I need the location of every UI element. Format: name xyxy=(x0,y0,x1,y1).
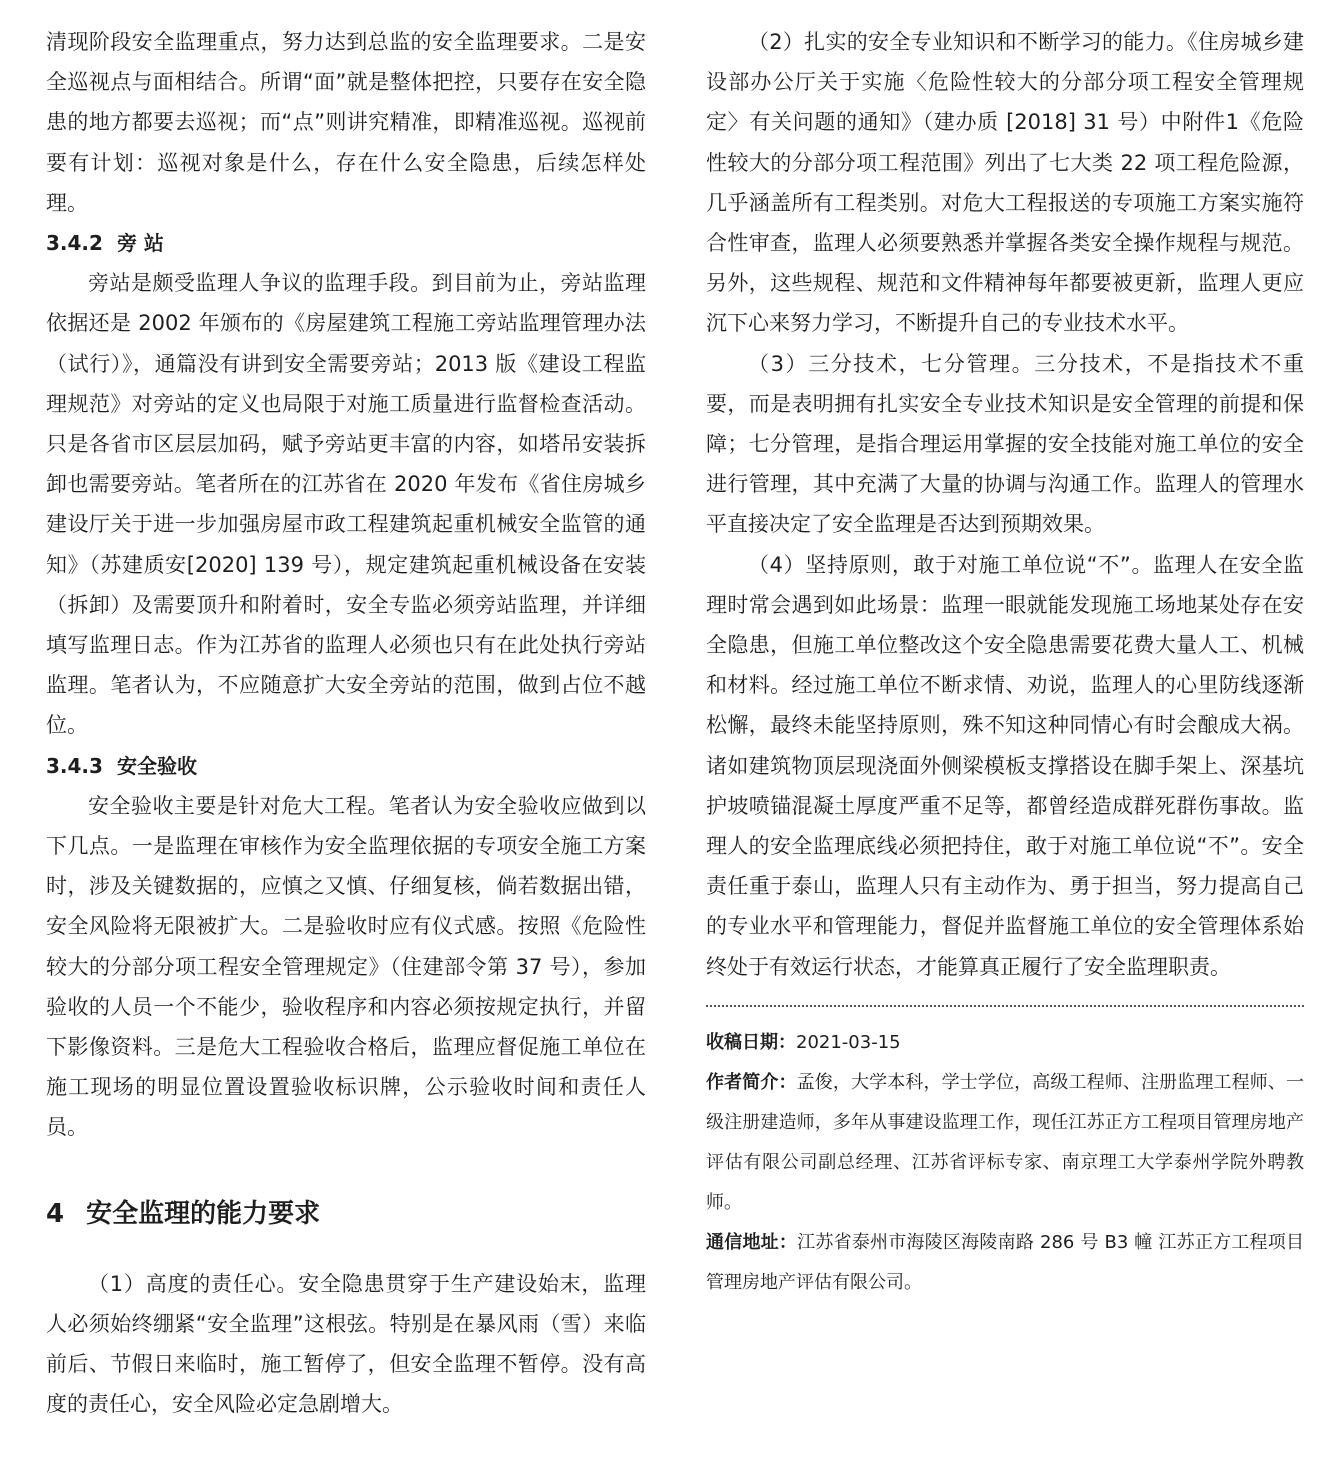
section-number: 3.4.3 xyxy=(46,753,103,778)
paragraph-responsibility: （1）高度的责任心。安全隐患贯穿于生产建设始末，监理人必须始终绷紧“安全监理”这根弦。特别是在暴风雨（雪）来临前后、节假日来临时，施工暂停了，但安全监理不暂停。没有高度的责任心，安全风险必定急剧增大。 xyxy=(46,1271,646,1417)
right-column xyxy=(706,22,1304,1303)
left-column xyxy=(46,22,646,1425)
paragraph-intro: 清现阶段安全监理重点，努力达到总监的安全监理要求。二是安全巡视点与面相结合。所谓“面”就是整体把控，只要存在安全隐患的地方都要去巡视；而“点”则讲究精准，即精准巡视。巡视前要有计划：巡视对象是什么，存在什么安全隐患，后续怎样处理。 xyxy=(46,30,646,215)
author-bio-value: 孟俊，大学本科，学士学位，高级工程师、注册监理工程师、一级注册建造师，多年从事建设监理工作，现任江苏正方工程项目管理房地产评估有限公司副总经理、江苏省评标专家、南京理工大学泰州学院外聘教师。 xyxy=(706,1071,1304,1213)
mailing-address-value: 江苏省泰州市海陵区海陵南路 286 号 B3 幢 江苏正方工程项目管理房地产评估有限公司。 xyxy=(706,1231,1305,1293)
article-metadata xyxy=(706,1023,1304,1303)
received-date-label: 收稿日期： xyxy=(706,1031,796,1053)
section-title: 安全验收 xyxy=(116,753,197,778)
mailing-address-label: 通信地址： xyxy=(706,1231,798,1253)
paragraph-principle: （4）坚持原则，敢于对施工单位说“不”。监理人在安全监理时常会遇到如此场景：监理一眼就能发现施工场地某处存在安全隐患，但施工单位整改这个安全隐患需要花费大量人工、机械和材料。经过施工单位不断求情、劝说，监理人的心里防线逐渐松懈，最终未能坚持原则，殊不知这种同情心有时会酿成大祸。诸如建筑物顶层现浇面外侧梁模板支撑搭设在脚手架上、深基坑护坡喷锚混凝土厚度严重不足等，都曾经造成群死群伤事故。监理人的安全监理底线必须把持住，敢于对施工单位说“不”。安全责任重于泰山，监理人只有主动作为、勇于担当，努力提高自己的专业水平和管理能力，督促并监督施工单位的安全管理体系始终处于有效运行状态，才能算真正履行了安全监理职责。 xyxy=(706,552,1304,979)
mailing-address xyxy=(706,1223,1304,1303)
section-heading-3-4-2 xyxy=(46,223,646,263)
section-number: 3.4.2 xyxy=(46,231,103,256)
section-title: 安全监理的能力要求 xyxy=(86,1198,321,1229)
received-date xyxy=(706,1023,1304,1063)
section-heading-4 xyxy=(46,1194,646,1234)
section-heading-3-4-3 xyxy=(46,746,646,786)
received-date-value: 2021-03-15 xyxy=(796,1031,901,1053)
section-title: 旁 站 xyxy=(116,231,164,256)
dotted-divider xyxy=(706,1005,1304,1007)
paragraph-pangzhan: 旁站是颇受监理人争议的监理手段。到目前为止，旁站监理依据还是 2002 年颁布的《房屋建筑工程施工旁站监理管理办法（试行）》，通篇没有讲到安全需要旁站；2013 版《建设工程监理规范》对旁站的定义也局限于对施工质量进行监督检查活动。只是各省市区层层加码，赋予旁站更丰富的内容，如塔吊安装拆卸也需要旁站。笔者所在的江苏省在 2020 年发布《省住房城乡建设厅关于进一步加强房屋市政工程建筑起重机械安全监管的通知》（苏建质安[2020] 139 号），规定建筑起重机械设备在安装（拆卸）及需要顶升和附着时，安全专监必须旁站监理，并详细填写监理日志。作为江苏省的监理人必须也只有在此处执行旁站监理。笔者认为，不应随意扩大安全旁站的范围，做到占位不越位。 xyxy=(46,271,646,738)
paragraph-knowledge: （2）扎实的安全专业知识和不断学习的能力。《住房城乡建设部办公厅关于实施〈危险性较大的分部分项工程安全管理规定〉有关问题的通知》（建办质 [2018] 31 号）中附件1《危险性较大的分部分项工程范围》列出了七大类 22 项工程危险源，几乎涵盖所有工程类别。对危大工程报送的专项施工方案实施符合性审查，监理人必须要熟悉并掌握各类安全操作规程与规范。另外，这些规程、规范和文件精神每年都要被更新，监理人更应沉下心来努力学习，不断提升自己的专业技术水平。 xyxy=(706,30,1304,336)
author-bio xyxy=(706,1063,1304,1223)
author-bio-label: 作者简介： xyxy=(706,1071,797,1093)
section-number: 4 xyxy=(46,1198,65,1229)
paragraph-safety-acceptance: 安全验收主要是针对危大工程。笔者认为安全验收应做到以下几点。一是监理在审核作为安全监理依据的专项安全施工方案时，涉及关键数据的，应慎之又慎、仔细复核，倘若数据出错，安全风险将无限被扩大。二是验收时应有仪式感。按照《危险性较大的分部分项工程安全管理规定》（住建部令第 37 号），参加验收的人员一个不能少，验收程序和内容必须按规定执行，并留下影像资料。三是危大工程验收合格后，监理应督促施工单位在施工现场的明显位置设置验收标识牌，公示验收时间和责任人员。 xyxy=(46,793,646,1140)
paragraph-management: （3）三分技术，七分管理。三分技术，不是指技术不重要，而是表明拥有扎实安全专业技术知识是安全管理的前提和保障；七分管理，是指合理运用掌握的安全技能对施工单位的安全进行管理，其中充满了大量的协调与沟通工作。监理人的管理水平直接决定了安全监理是否达到预期效果。 xyxy=(706,351,1304,537)
